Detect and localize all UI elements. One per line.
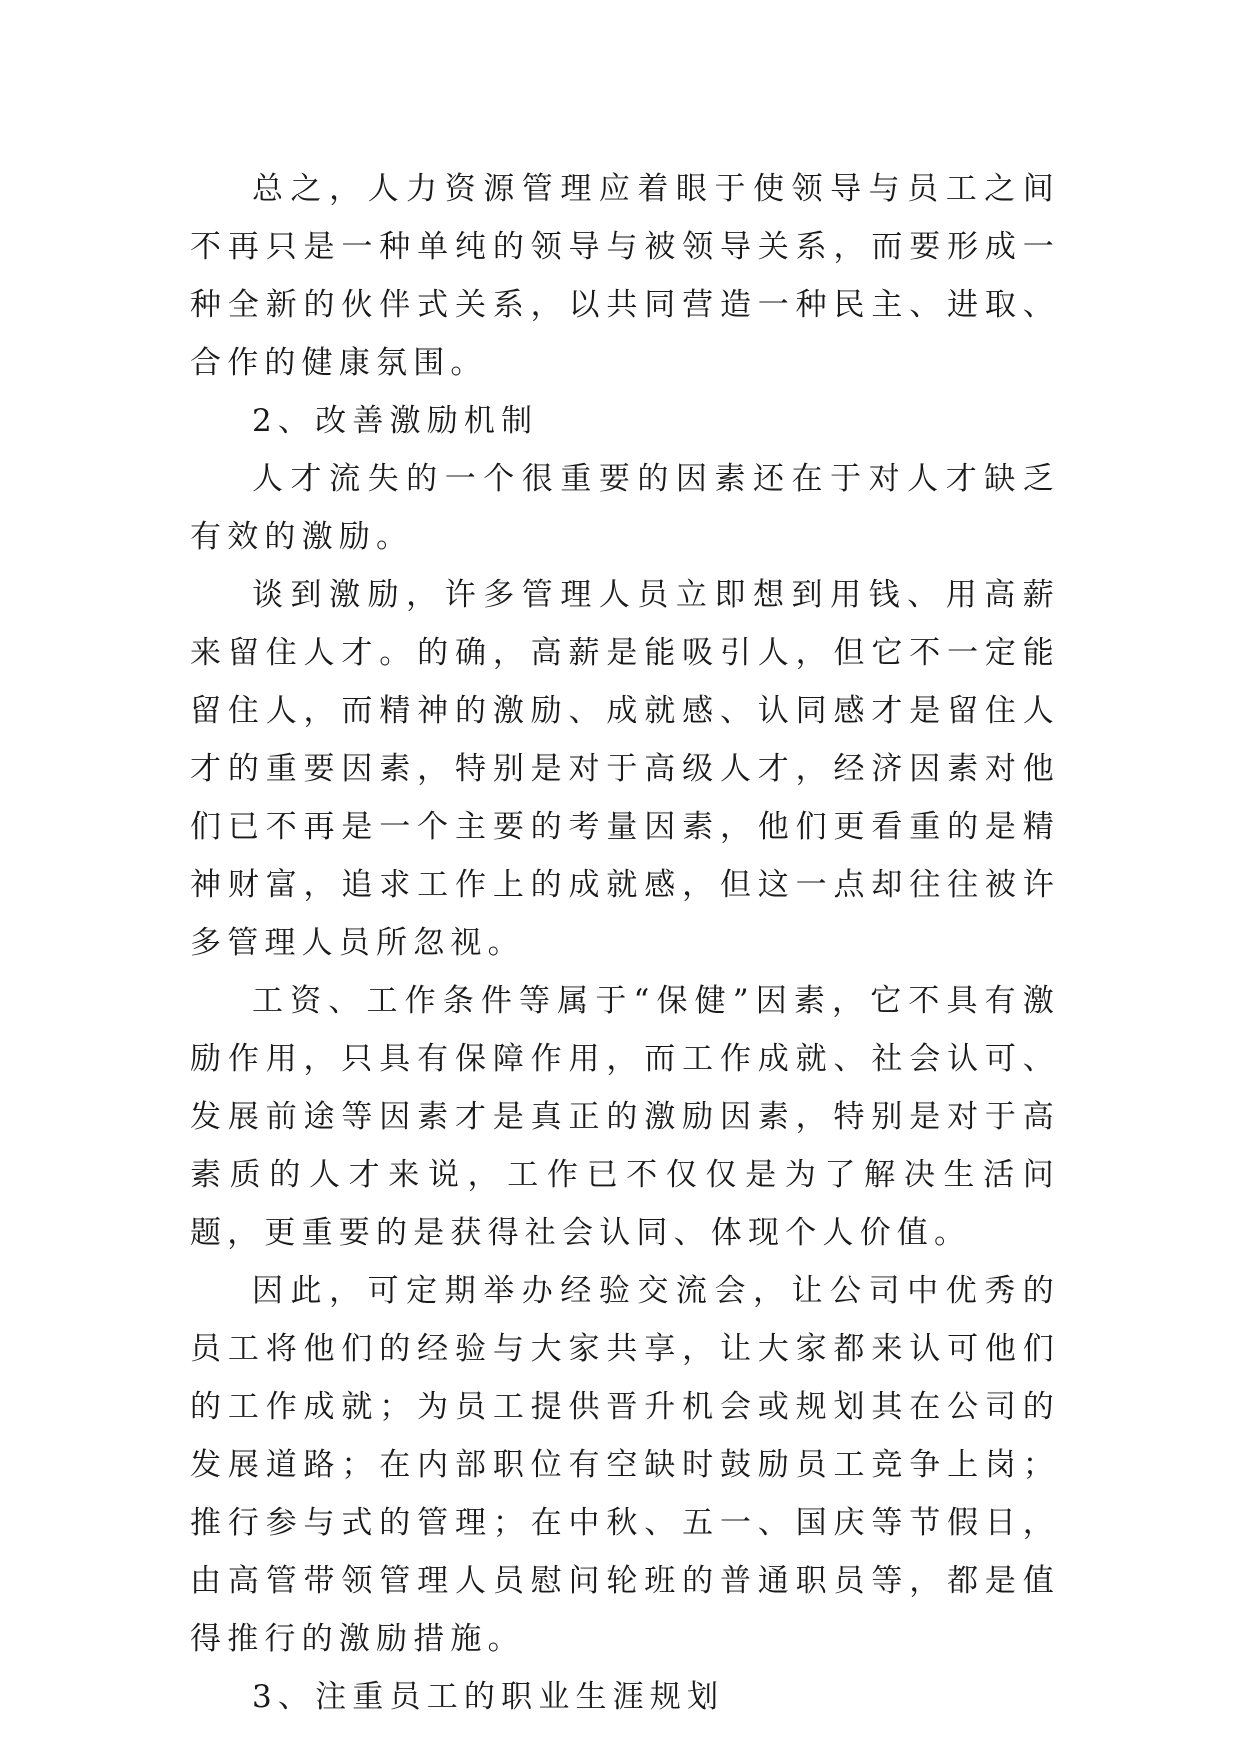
paragraph-partnership-summary: 总之，人力资源管理应着眼于使领导与员工之间不再只是一种单纯的领导与被领导关系，而要形成一种全新的伙伴式关系，以共同营造一种民主、进取、合作的健康氛围。 bbox=[190, 171, 1060, 381]
paragraph-hygiene-factors: 工资、工作条件等属于“保健”因素，它不具有激励作用，只具有保障作用，而工作成就、社会认可、发展前途等因素才是真正的激励因素，特别是对于高素质的人才来说，工作已不仅仅是为了解决生活问题，更重要的是获得社会认同、体现个人价值。 bbox=[190, 983, 1060, 1251]
paragraph-talent-loss: 人才流失的一个很重要的因素还在于对人才缺乏有效的激励。 bbox=[190, 461, 1060, 555]
paragraph-incentive-discussion: 谈到激励，许多管理人员立即想到用钱、用高薪来留住人才。的确，高薪是能吸引人，但它不一定能留住人，而精神的激励、成就感、认同感才是留住人才的重要因素，特别是对于高级人才，经济因素对他们已不再是一个主要的考量因素，他们更看重的是精神财富，追求工作上的成就感，但这一点却往往被许多管理人员所忽视。 bbox=[190, 577, 1060, 961]
section-heading-career-planning: 3、注重员工的职业生涯规划 bbox=[252, 1679, 725, 1715]
section-heading-incentive-mechanism: 2、改善激励机制 bbox=[252, 403, 539, 439]
document-body bbox=[190, 160, 1060, 1726]
paragraph-incentive-measures: 因此，可定期举办经验交流会，让公司中优秀的员工将他们的经验与大家共享，让大家都来认可他们的工作成就；为员工提供晋升机会或规划其在公司的发展道路；在内部职位有空缺时鼓励员工竞争上岗；推行参与式的管理；在中秋、五一、国庆等节假日，由高管带领管理人员慰问轮班的普通职员等，都是值得推行的激励措施。 bbox=[190, 1273, 1060, 1657]
